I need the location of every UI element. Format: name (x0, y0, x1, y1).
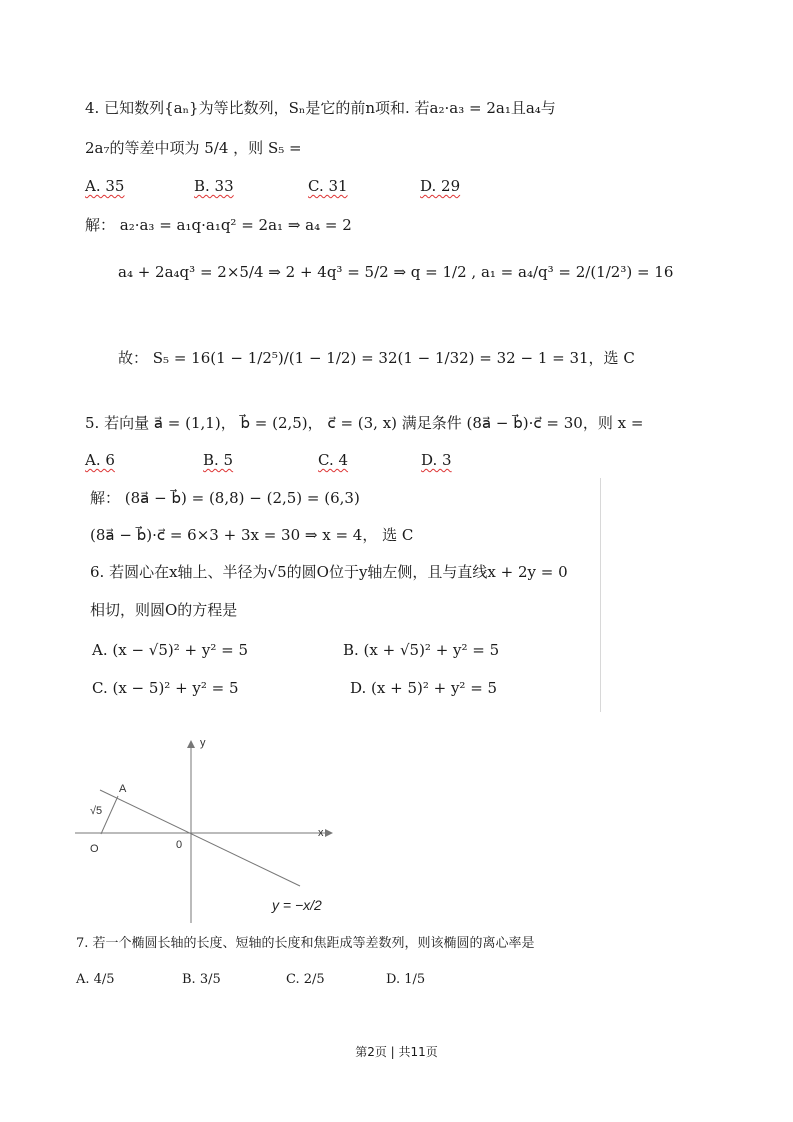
label-origin: 0 (176, 839, 183, 851)
q6-option-a: A. (x − √5)² + y² = 5 (92, 641, 248, 659)
q6-option-d: D. (x + 5)² + y² = 5 (350, 679, 498, 697)
label-x: x (318, 827, 324, 839)
q4-solution-line3: 故： S₅ = 16(1 − 1/2⁵)/(1 − 1/2) = 32(1 − 1/32) = 32 − 1 = 31，选 C (118, 349, 635, 367)
q7-stem: 7. 若一个椭圆长轴的长度、短轴的长度和焦距成等差数列，则该椭圆的离心率是 (76, 936, 535, 951)
tangent-line (100, 790, 300, 886)
scan-box-edge (600, 478, 601, 712)
q6-option-b: B. (x + √5)² + y² = 5 (343, 641, 500, 659)
x-axis-arrow (325, 829, 333, 837)
label-O: O (90, 843, 99, 855)
y-axis-arrow (187, 740, 195, 748)
coordinate-figure (60, 728, 350, 928)
label-radius: √5 (90, 805, 103, 817)
q4-option-d: D. 29 (420, 177, 461, 195)
q5-option-a: A. 6 (85, 451, 115, 469)
q4-option-b: B. 33 (194, 177, 234, 195)
label-y: y (200, 737, 206, 749)
page-footer: 第2页 | 共11页 (355, 1045, 438, 1059)
label-A: A (119, 783, 127, 795)
q6-stem-line1: 6. 若圆心在x轴上、半径为√5的圆O位于y轴左侧，且与直线x + 2y = 0 (90, 563, 568, 581)
q4-stem-line1: 4. 已知数列{aₙ}为等比数列，Sₙ是它的前n项和. 若a₂·a₃ = 2a₁且a₄与 (85, 99, 556, 117)
q4-solution-line2: a₄ + 2a₄q³ = 2×5/4 ⇒ 2 + 4q³ = 5/2 ⇒ q = 1/2 , a₁ = a₄/q³ = 2/(1/2³) = 16 (118, 263, 674, 281)
q6-stem-line2: 相切，则圆O的方程是 (90, 601, 238, 619)
q4-solution-line1: 解： a₂·a₃ = a₁q·a₁q² = 2a₁ ⇒ a₄ = 2 (85, 216, 352, 234)
q7-option-d: D. 1/5 (386, 972, 426, 987)
q4-stem-line2: 2a₇的等差中项为 5/4 ，则 S₅ = (85, 139, 302, 157)
radius-segment (101, 796, 118, 834)
q5-solution-line2: (8a⃗ − b⃗)·c⃗ = 6×3 + 3x = 30 ⇒ x = 4， 选 C (90, 526, 414, 544)
q5-option-c: C. 4 (318, 451, 349, 469)
q5-solution-line1: 解： (8a⃗ − b⃗) = (8,8) − (2,5) = (6,3) (90, 489, 360, 507)
q5-stem: 5. 若向量 a⃗ = (1,1)， b⃗ = (2,5)， c⃗ = (3, x) 满足条件 (8a⃗ − b⃗)·c⃗ = 30，则 x = (85, 414, 644, 432)
line-equation: y = −x/2 (272, 897, 322, 913)
q7-option-c: C. 2/5 (286, 972, 325, 987)
q4-option-a: A. 35 (85, 177, 125, 195)
q7-option-b: B. 3/5 (182, 972, 221, 987)
q4-option-c: C. 31 (308, 177, 348, 195)
q5-option-d: D. 3 (421, 451, 452, 469)
q5-option-b: B. 5 (203, 451, 234, 469)
q6-option-c: C. (x − 5)² + y² = 5 (92, 679, 239, 697)
q7-option-a: A. 4/5 (76, 972, 115, 987)
